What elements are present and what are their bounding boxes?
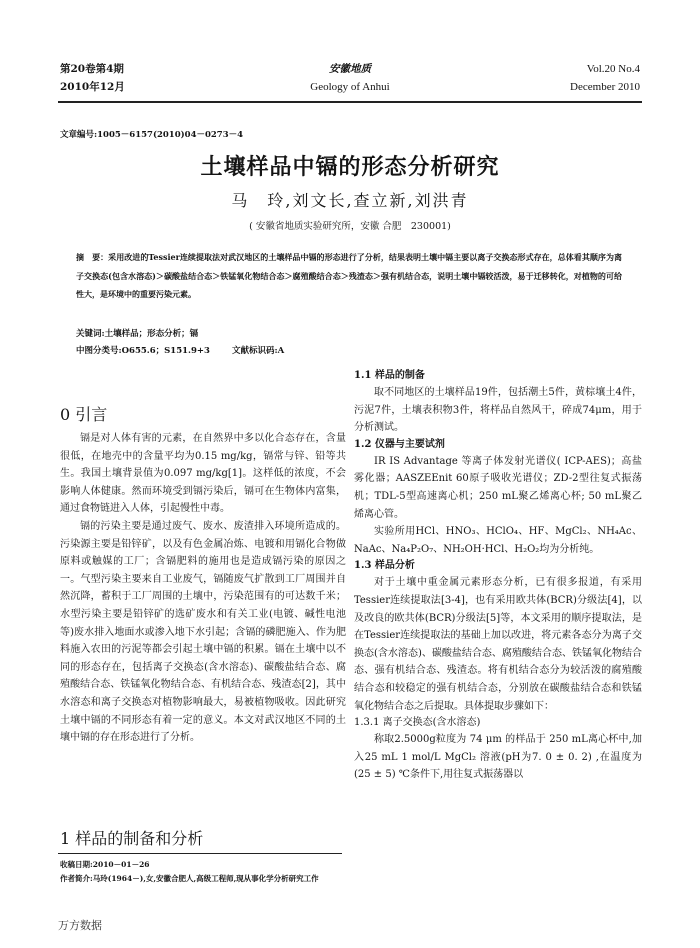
section-1-3-heading: 1.3 样品分析 <box>354 560 415 572</box>
paragraph: 称取2.5000g粒度为 74 μm 的样品于 250 mL离心杯中,加入25 mL 1 mol/L MgCl₂ 溶液(pH为7. 0 ± 0. 2) ,在温度为(25 ± 5) ℃条件下,用往复式振荡器以 <box>354 734 642 781</box>
left-column-body <box>60 430 346 747</box>
right-column-body <box>354 368 642 784</box>
paragraph: 对于土壤中重金属元素形态分析，已有很多报道，有采用Tessier连续提取法[3-4]，也有采用欧共体(BCR)分级法[4]，以及改良的欧共体(BCR)分级法[5]等，本文采用的顺序提取法，是在Tessier连续提取法的基础上加以改进，将元素各态分为离子交换态(含水溶态)、碳酸盐结合态、腐殖酸结合态、铁锰氧化物结合态、强有机结合态、残渣态。将有机结合态分为较活泼的腐殖酸结合态和较稳定的强有机结合态，分别放在碳酸盐结合态和铁锰氧化物结合态之后提取。具体提取步骤如下： <box>354 577 642 712</box>
paragraph: 实验所用HCl、HNO₃、HClO₄、HF、MgCl₂、NH₄Ac、NaAc、Na₄P₂O₇、NH₂OH·HCl、H₂O₂均为分析纯。 <box>354 526 642 555</box>
paper-affiliation: ( 安徽省地质实验研究所，安徽 合肥 230001) <box>249 221 451 232</box>
keywords <box>76 326 622 342</box>
header-date-cn: 2010年12月 <box>60 81 125 93</box>
doc-code-value: A <box>277 346 285 356</box>
doc-code-label: 文献标识码: <box>231 346 278 356</box>
clc-value: O655.6；S151.9+3 <box>121 346 210 356</box>
header-date-en: December 2010 <box>570 81 640 93</box>
article-number: 文章编号:1005－6157(2010)04－0273－4 <box>60 130 244 140</box>
watermark: 万方数据 <box>58 919 102 932</box>
footnote-rule <box>58 853 342 854</box>
paper-title: 土壤样品中镉的形态分析研究 <box>200 154 500 180</box>
paragraph: 取不同地区的土壤样品19件，包括潮土5件，黄棕壤土4件，污泥7件，土壤表积物3件，将样品自然风干，碎成74μm，用于分析测试。 <box>354 387 642 434</box>
section-0-heading: 0 引言 <box>60 405 108 424</box>
header-rule <box>58 101 642 103</box>
keywords-text: 土壤样品；形态分析；镉 <box>104 329 199 339</box>
header-volume-cn: 第20卷第4期 <box>60 63 124 75</box>
paragraph: 镉的污染主要是通过废气、废水、废渣排入环境所造成的。污染源主要是铅锌矿，以及有色金属冶炼、电镀和用镉化合物做原料或触媒的工厂；含镉肥料的施用也是造成镉污染的原因之一。气型污染主要来自工业废气，镉随废气扩散到工厂周围并自然沉降，蓄积于工厂周围的土壤中，污染范围有的可达数千米；水型污染主要是铅锌矿的选矿废水和有关工业(电镀、碱性电池等)废水排入地面水或渗入地下水引起；含镉的磷肥施入、作为肥料施入农田的污泥等都会引起土壤中镉的积累。镉在土壤中以不同的形态存在，包括离子交换态(含水溶态)、碳酸盐结合态、腐殖酸结合态、铁锰氧化物结合态、有机结合态、残渣态[2]，其中水溶态和离子交换态对植物影响最大，易被植物吸收。因此研究土壤中镉的不同形态有着一定的意义。本文对武汉地区不同的土壤中镉的存在形态进行了分析。 <box>60 520 346 744</box>
header-journal-en: Geology of Anhui <box>310 81 390 93</box>
section-1-2-heading: 1.2 仪器与主要试剂 <box>354 438 445 450</box>
header-journal-cn: 安徽地质 <box>329 63 371 75</box>
section-1-1-heading: 1.1 样品的制备 <box>354 370 425 381</box>
section-1-heading: 1 样品的制备和分析 <box>60 829 204 848</box>
clc-label: 中图分类号: <box>76 346 122 356</box>
header-volume-en: Vol.20 No.4 <box>586 63 640 75</box>
abstract-label: 摘 要： <box>76 252 109 262</box>
paper-authors: 马 玲,刘文长,查立新,刘洪青 <box>231 191 469 210</box>
paragraph: IR IS Advantage 等离子体发射光谱仪( ICP-AES)；高盐雾化器；AASZEEnit 60原子吸收光谱仪；ZD-2型往复式振荡机；TDL-5型高速离心机；250 mL聚乙烯离心杯; 50 mL聚乙烯离心管。 <box>354 455 642 520</box>
paragraph: 镉是对人体有害的元素，在自然界中多以化合态存在，含量很低，在地壳中的含量平均为0.15 mg/kg，镉常与锌、铅等共生。我国土壤背景值为0.097 mg/kg[1]。这样低的浓度，不会影响人体健康。然而环境受到镉污染后，镉可在生物体内富集，通过食物链进入人体，引起慢性中毒。 <box>60 433 346 515</box>
keywords-label: 关键词: <box>76 329 105 339</box>
footnote-received: 收稿日期:2010－01－26 <box>60 860 150 869</box>
footnote-author: 作者简介:马玲(1964－),女,安徽合肥人,高级工程师,现从事化学分析研究工作 <box>60 874 319 883</box>
abstract-text: 采用改进的Tessier连续提取法对武汉地区的土壤样品中镉的形态进行了分析，结果表明土壤中镉主要以离子交换态形式存在，总体看其顺序为离子交换态(包含水溶态)＞碳酸盐结合态＞铁锰氧化物结合态＞腐殖酸结合态＞残渣态＞强有机结合态，说明土壤中镉较活泼，易于迁移转化，对植物的可给性大，是环境中的重要污染元素。 <box>76 252 623 299</box>
section-1-3-1-heading: 1.3.1 离子交换态(含水溶态) <box>354 717 481 729</box>
abstract <box>76 248 622 304</box>
classification <box>76 343 622 359</box>
